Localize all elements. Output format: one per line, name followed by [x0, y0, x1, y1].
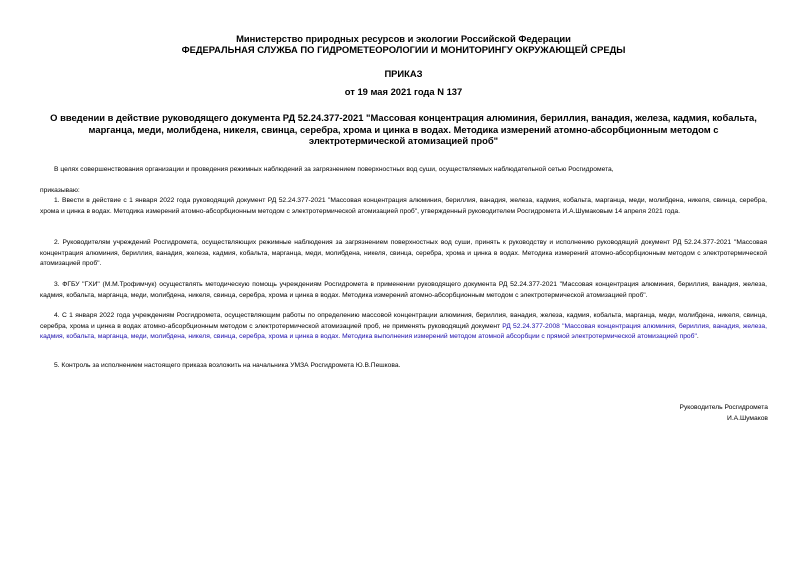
service-name: ФЕДЕРАЛЬНАЯ СЛУЖБА ПО ГИДРОМЕТЕОРОЛОГИИ И МОНИТОРИНГУ ОКРУЖАЮЩЕЙ СРЕДЫ [181, 44, 626, 55]
paragraph-4-text: 4. С 1 января 2022 года учреждениям Росгидромета, осуществляющим работы по определению массовой концентрации алюминия, бериллия, ванадия, железа, кадмия, кобальта, марганца, меди, молибдена, никеля, свинца, серебра, хрома и цинка в водах атомно-абсорбционным методом с электротермической атомизацией проб, не применять руководящий документ [40, 312, 767, 330]
paragraph-1 [40, 196, 767, 217]
paragraph-1-text: 1. Ввести в действие с 1 января 2022 года руководящий документ РД 52.24.377-2021 "Массовая концентрация алюминия, бериллия, ванадия, железа, кадмия, кобальта, марганца, меди, молибдена, никеля, свинца, серебра, хрома и цинка в водах. Методика измерений атомно-абсорбционным методом с электротермической атомизацией проб", утвержденный руководителем Росгидромета И.А.Шумаковым 14 апреля 2021 года. [40, 197, 767, 215]
intro-text: В целях совершенствования организации и проведения режимных наблюдений за загрязнением поверхностных вод суши, осуществляемых наблюдательной сетью Росгидромета, [54, 166, 614, 173]
paragraph-5-text: 5. Контроль за исполнением настоящего приказа возложить на начальника УМЗА Росгидромета Ю.В.Пешкова. [54, 362, 401, 369]
paragraph-2-text: 2. Руководителям учреждений Росгидромета, осуществляющих режимные наблюдения за загрязнением поверхностных вод суши, принять к руководству и исполнению руководящий документ РД 52.24.377-2021 "Массовая концентрация алюминия, бериллия, ванадия, железа, кадмия, кобальта, марганца, меди, молибдена, никеля, свинца, серебра, хрома и цинка в водах. Методика измерений атомно-абсорбционным методом с электротермической атомизацией проб". [40, 239, 767, 268]
paragraph-5 [40, 361, 767, 372]
paragraph-2 [40, 238, 767, 270]
intro-paragraph [40, 165, 767, 176]
rd-2008-link[interactable]: РД 52.24.377-2008 "Массовая концентрация алюминия, бериллия, ванадия, железа, кадмия, кобальта, марганца, меди, молибдена, никеля, свинца, серебра, хрома и цинка в водах. Методика выполнения измерений методом атомной абсорбции с прямой электротермической атомизацией проб" [40, 322, 767, 341]
paragraph-3-text: 3. ФГБУ "ГХИ" (М.М.Трофимчук) осуществлять методическую помощь учреждениям Росгидромета в применении руководящего документа РД 52.24.377-2021 "Массовая концентрация алюминия, бериллия, ванадия, железа, кадмия, кобальта, марганца, меди, молибдена, никеля, свинца, серебра, хрома и цинка в водах. Методика измерений атомно-абсорбционным методом с электротермической атомизацией проб". [40, 281, 767, 299]
paragraph-4 [40, 311, 767, 343]
ministry-name: Министерство природных ресурсов и экологии Российской Федерации [236, 33, 571, 44]
order-word: приказываю: [40, 187, 80, 194]
paragraph-4-end: . [696, 333, 699, 341]
document-title: О введении в действие руководящего документа РД 52.24.377-2021 "Массовая концентрация алюминия, бериллия, ванадия, железа, кадмия, кобальта, марганца, меди, молибдена, никеля, свинца, серебра, хрома и цинка в водах. Методика измерений атомно-абсорбционным методом с электротермической атомизацией проб" [50, 112, 757, 147]
signature-name: И.А.Шумаков [727, 415, 768, 422]
paragraph-3 [40, 280, 767, 301]
document-date: от 19 мая 2021 года N 137 [344, 86, 463, 97]
document-type: ПРИКАЗ [384, 68, 423, 79]
signature-position: Руководитель Росгидромета [679, 404, 768, 411]
